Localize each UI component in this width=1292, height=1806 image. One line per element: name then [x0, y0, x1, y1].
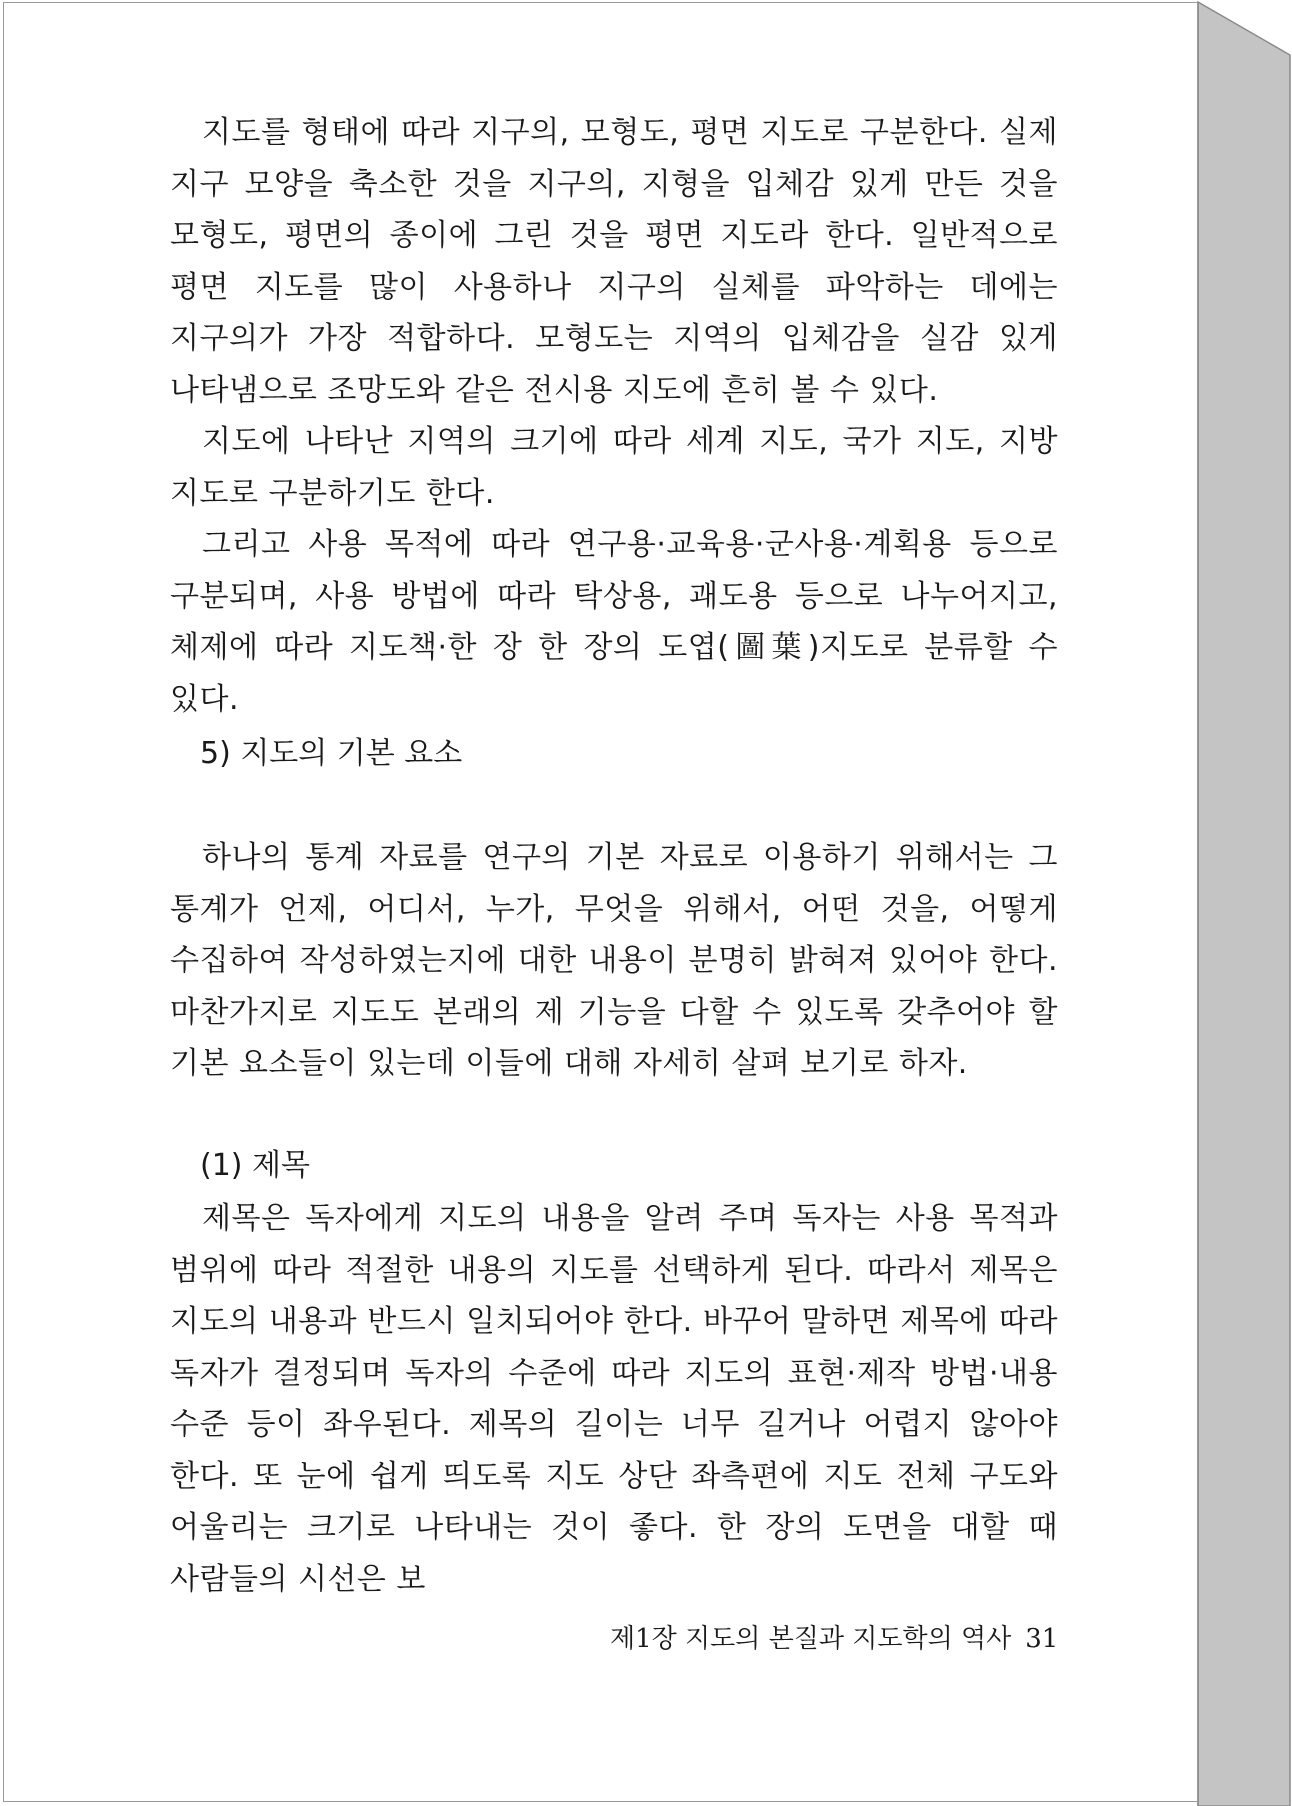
paragraph: 제목은 독자에게 지도의 내용을 알려 주며 독자는 사용 목적과 범위에 따라 적절한 내용의 지도를 선택하게 된다. 따라서 제목은 지도의 내용과 반드시 일치되어야 한다. 바꾸어 말하면 제목에 따라 독자가 결정되며 독자의 수준에 따라 지도의 표현·제작 방법·내용 수준 등이 좌우된다. 제목의 길이는 너무 길거나 어렵지 않아야 한다. 또 눈에 쉽게 띄도록 지도 상단 좌측편에 지도 전체 구도와 어울리는 크기로 나타내는 것이 좋다. 한 장의 도면을 대할 때 사람들의 시선은 보 — [170, 1201, 1058, 1597]
paragraph: 지도를 형태에 따라 지구의, 모형도, 평면 지도로 구분한다. 실제 지구 모양을 축소한 것을 지구의, 지형을 입체감 있게 만든 것을 모형도, 평면의 종이에 그린 것을 평면 지도라 한다. 일반적으로 평면 지도를 많이 사용하나 지구의 실체를 파악하는 데에는 지구의가 가장 적합하다. 모형도는 지역의 입체감을 실감 있게 나타냄으로 조망도와 같은 전시용 지도에 흔히 볼 수 있다. — [170, 115, 1058, 408]
page-footer — [610, 1618, 1059, 1655]
body-section-top — [170, 107, 1058, 725]
paragraph: 하나의 통계 자료를 연구의 기본 자료로 이용하기 위해서는 그 통계가 언제, 어디서, 누가, 무엇을 위해서, 어떤 것을, 어떻게 수집하여 작성하였는지에 대한 내용이 분명히 밝혀져 있어야 한다. 마찬가지로 지도도 본래의 제 기능을 다할 수 있도록 갖추어야 할 기본 요소들이 있는데 이들에 대해 자세히 살펴 보기로 하자. — [170, 840, 1058, 1081]
paragraph: 지도에 나타난 지역의 크기에 따라 세계 지도, 국가 지도, 지방 지도로 구분하기도 한다. — [170, 424, 1058, 511]
paragraph: 그리고 사용 목적에 따라 연구용·교육용·군사용·계획용 등으로 구분되며, 사용 방법에 따라 탁상용, 괘도용 등으로 나누어지고, 체제에 따라 지도책·한 장 한 장의 도엽(圖葉)지도로 분류할 수 있다. — [170, 527, 1058, 717]
page-number: 31 — [1025, 1624, 1059, 1654]
chapter-title: 제1장 지도의 본질과 지도학의 역사 — [610, 1624, 1012, 1654]
body-section-middle — [170, 832, 1058, 1090]
section-heading: 5) 지도의 기본 요소 — [200, 736, 463, 771]
subsection-heading: (1) 제목 — [200, 1148, 310, 1183]
body-section-bottom — [170, 1193, 1058, 1605]
